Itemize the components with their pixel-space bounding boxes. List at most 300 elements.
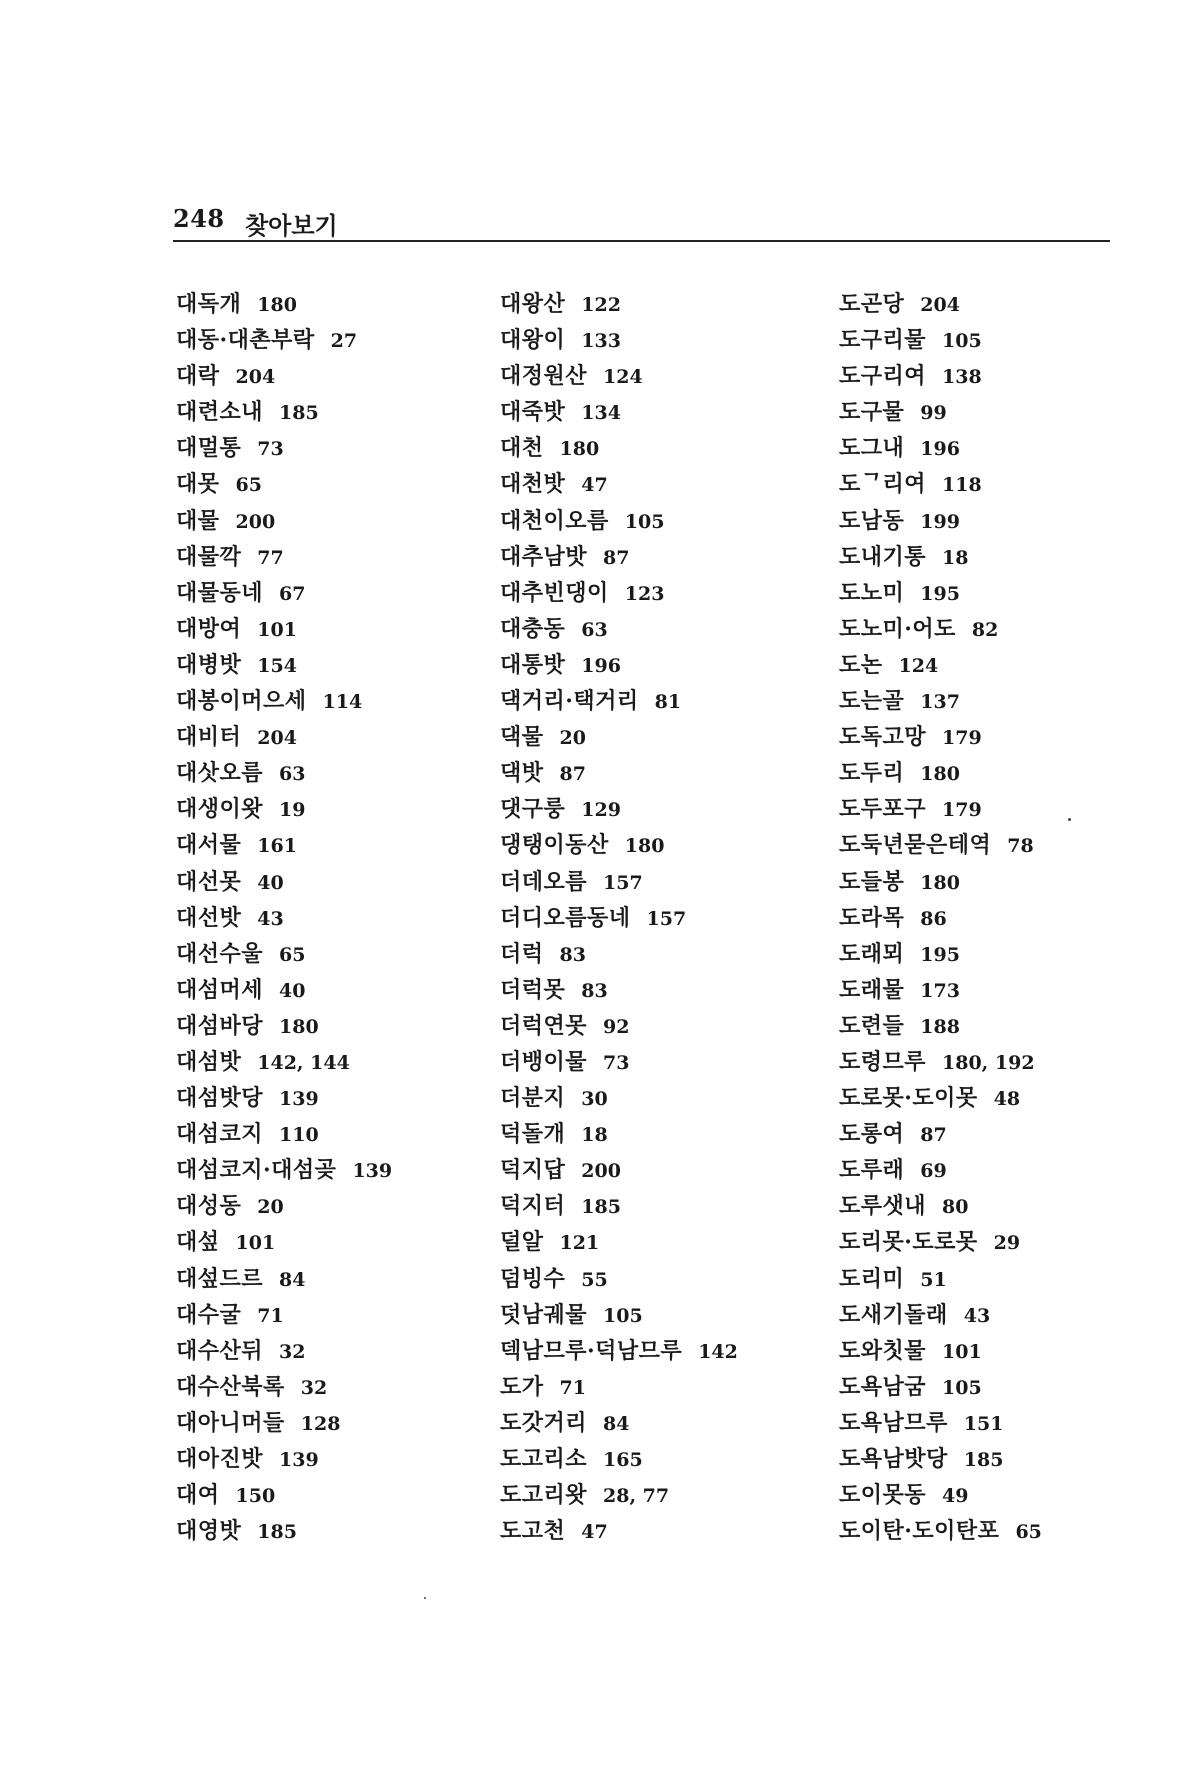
index-entry [839, 864, 1169, 900]
index-entry [839, 539, 1169, 575]
index-entry [176, 322, 506, 358]
index-entry [176, 972, 506, 1008]
index-entry [500, 1477, 830, 1513]
index-page-ref: 101 [257, 618, 297, 641]
index-page-ref: 83 [559, 943, 586, 966]
index-term: 도이못동 [839, 1482, 927, 1509]
index-term: 도련들 [839, 1012, 905, 1039]
index-term: 대선수울 [176, 940, 264, 967]
index-entry [500, 1152, 830, 1188]
index-term: 도노미·어도 [839, 615, 956, 642]
index-page-ref: 69 [920, 1160, 947, 1183]
index-page-ref: 65 [235, 474, 262, 497]
index-term: 대추빈댕이 [500, 579, 609, 606]
index-page-ref: 133 [581, 330, 621, 353]
index-term: 대봉이머으세 [176, 688, 307, 715]
index-page-ref: 134 [581, 402, 621, 425]
index-entry [500, 827, 830, 863]
index-page-ref: 73 [603, 1051, 630, 1074]
index-page-ref: 99 [920, 402, 947, 425]
index-page-ref: 122 [581, 294, 621, 316]
index-page-ref: 28, 77 [603, 1485, 670, 1508]
index-page-ref: 139 [279, 1449, 319, 1471]
index-entry [839, 611, 1169, 647]
index-page-ref: 55 [581, 1268, 608, 1291]
index-entry [176, 1441, 506, 1477]
index-page-ref: 86 [920, 907, 947, 930]
index-page-ref: 185 [963, 1449, 1004, 1471]
index-entry [500, 286, 830, 322]
index-entry [176, 936, 506, 972]
index-page-ref: 180 [257, 294, 297, 316]
index-term: 대죽밧 [500, 399, 566, 426]
index-term: 도래뫼 [839, 940, 905, 967]
index-page-ref: 101 [942, 1340, 982, 1363]
index-page-ref: 71 [257, 1304, 284, 1327]
index-term: 도그내 [839, 435, 905, 462]
page-number: 248 [173, 204, 225, 233]
index-entry [839, 394, 1169, 430]
index-entry [176, 1188, 506, 1224]
index-entry [176, 611, 506, 647]
index-entry [176, 1044, 506, 1080]
index-term: 대천이오름 [500, 507, 609, 534]
index-entry [839, 1405, 1169, 1441]
index-page-ref: 142 [698, 1340, 738, 1363]
index-page-ref: 83 [581, 979, 608, 1002]
index-term: 도새기돌래 [839, 1301, 948, 1328]
index-page-ref: 179 [942, 799, 982, 822]
index-term: 댁밧 [500, 760, 544, 787]
index-page-ref: 105 [942, 330, 982, 353]
index-page-ref: 29 [993, 1232, 1021, 1255]
index-term: 대통밧 [500, 651, 566, 678]
index-column-2 [500, 286, 830, 1549]
index-page-ref: 92 [603, 1015, 630, 1038]
index-entry [500, 900, 830, 936]
index-entry [176, 1224, 506, 1260]
index-term: 대물깍 [176, 543, 242, 570]
index-page-ref: 77 [257, 546, 284, 569]
index-page-ref: 51 [920, 1268, 947, 1291]
index-page-ref: 180 [920, 871, 960, 894]
index-page-ref: 180 [559, 438, 600, 461]
index-entry [176, 286, 506, 322]
index-entry [839, 647, 1169, 683]
index-term: 대여 [176, 1482, 220, 1509]
index-page-ref: 67 [279, 582, 306, 605]
index-term: 더뱅이물 [500, 1048, 588, 1075]
index-term: 댓구룽 [500, 796, 566, 823]
index-page-ref: 82 [971, 618, 999, 641]
index-term: 대아니머들 [176, 1409, 285, 1436]
index-term: 더럭못 [500, 976, 566, 1003]
index-entry [176, 900, 506, 936]
index-page-ref: 195 [920, 582, 960, 605]
index-entry [839, 1152, 1169, 1188]
index-entry [839, 1513, 1169, 1549]
index-term: 대영밧 [176, 1518, 242, 1545]
index-page-ref: 196 [581, 654, 621, 677]
index-term: 대섬코지·대섬곶 [176, 1157, 337, 1184]
index-entry [500, 575, 830, 611]
index-term: 댁물 [500, 724, 544, 751]
index-term: 덧남궤물 [500, 1301, 588, 1328]
index-term: 도구리여 [839, 363, 927, 390]
index-page-ref: 180 [920, 763, 960, 786]
index-term: 대독개 [176, 291, 242, 317]
index-entry [500, 1188, 830, 1224]
index-entry [500, 719, 830, 755]
index-page-ref: 43 [963, 1304, 991, 1327]
index-term: 도ᄀ리여 [839, 471, 927, 498]
index-term: 도가 [500, 1373, 544, 1400]
index-term: 대선못 [176, 868, 242, 895]
index-page-ref: 32 [279, 1340, 306, 1363]
index-term: 대비터 [176, 724, 242, 751]
index-entry [839, 1369, 1169, 1405]
index-page-ref: 87 [920, 1124, 947, 1147]
index-entry [839, 936, 1169, 972]
index-entry [176, 1369, 506, 1405]
index-entry [500, 755, 830, 791]
index-page-ref: 63 [279, 763, 306, 786]
index-page-ref: 161 [257, 835, 297, 858]
index-term: 대섬머세 [176, 976, 264, 1003]
index-entry [176, 647, 506, 683]
index-page-ref: 200 [581, 1160, 621, 1183]
index-column-1 [176, 286, 506, 1549]
index-term: 도이탄·도이탄포 [839, 1518, 1000, 1545]
index-page-ref: 20 [257, 1196, 284, 1219]
index-page-ref: 84 [279, 1268, 306, 1291]
index-page-ref: 87 [559, 763, 586, 786]
index-page-ref: 165 [603, 1449, 643, 1471]
index-page-ref: 121 [559, 1232, 600, 1255]
index-entry [500, 539, 830, 575]
print-speck [424, 1597, 426, 1599]
index-page-ref: 150 [235, 1485, 276, 1508]
index-term: 댁거리·택거리 [500, 688, 639, 715]
index-page-ref: 173 [920, 979, 960, 1002]
index-entry [500, 1008, 830, 1044]
index-entry [839, 900, 1169, 936]
index-entry [500, 647, 830, 683]
index-term: 도고천 [500, 1518, 566, 1545]
index-entry [500, 1441, 830, 1477]
index-term: 대생이왓 [176, 796, 264, 823]
index-entry [176, 1080, 506, 1116]
index-entry [839, 1477, 1169, 1513]
index-term: 대섶드르 [176, 1265, 264, 1292]
index-term: 대동·대촌부락 [176, 327, 315, 354]
index-term: 도남동 [839, 507, 905, 534]
index-page-ref: 48 [993, 1088, 1021, 1111]
index-page-ref: 105 [942, 1376, 982, 1399]
index-entry [839, 322, 1169, 358]
index-page-ref: 32 [300, 1376, 328, 1399]
index-term: 대성동 [176, 1193, 242, 1220]
index-term: 도루래 [839, 1157, 905, 1184]
index-page-ref: 114 [322, 691, 363, 714]
index-term: 도두포구 [839, 796, 927, 823]
index-term: 도령므루 [839, 1048, 927, 1075]
index-entry [839, 755, 1169, 791]
index-page-ref: 81 [654, 691, 682, 714]
index-page-ref: 19 [279, 799, 306, 822]
index-entry [176, 1333, 506, 1369]
index-page-ref: 142, 144 [257, 1051, 350, 1074]
index-term: 더럭연못 [500, 1012, 588, 1039]
index-term: 도고리소 [500, 1446, 588, 1472]
index-entry [500, 358, 830, 394]
index-entry [839, 719, 1169, 755]
index-term: 대수산북록 [176, 1373, 285, 1400]
index-entry [839, 430, 1169, 466]
index-page-ref: 84 [603, 1412, 630, 1435]
index-entry [176, 358, 506, 394]
index-page-ref: 204 [257, 727, 297, 750]
index-entry [176, 1513, 506, 1549]
index-page-ref: 73 [257, 438, 284, 461]
index-page-ref: 138 [942, 366, 982, 389]
index-entry [500, 683, 830, 719]
page-title: 찾아보기 [245, 211, 338, 240]
index-page-ref: 65 [279, 943, 306, 966]
index-page-ref: 40 [279, 979, 306, 1002]
index-entry [839, 1188, 1169, 1224]
index-page-ref: 65 [1015, 1521, 1042, 1544]
index-page-ref: 47 [581, 474, 608, 497]
index-entry [839, 683, 1169, 719]
index-page-ref: 47 [581, 1521, 608, 1544]
index-term: 도욕남굼 [839, 1373, 927, 1400]
index-term: 도욕남므루 [839, 1409, 948, 1436]
index-term: 도갓거리 [500, 1409, 588, 1436]
index-entry [500, 322, 830, 358]
index-term: 대천 [500, 435, 544, 462]
index-entry [176, 1405, 506, 1441]
index-page-ref: 139 [279, 1088, 319, 1111]
index-page-ref: 128 [300, 1412, 341, 1435]
index-term: 대섬코지 [176, 1121, 264, 1148]
index-term: 도독고망 [839, 724, 927, 751]
index-entry [500, 936, 830, 972]
index-entry [176, 755, 506, 791]
index-page-ref: 20 [559, 727, 586, 750]
index-term: 대섬밧 [176, 1048, 242, 1075]
index-term: 도래물 [839, 976, 905, 1003]
index-page-ref: 180 [624, 835, 665, 858]
index-page-ref: 157 [646, 907, 687, 930]
index-page-ref: 185 [581, 1196, 621, 1219]
running-header [173, 200, 1110, 242]
index-entry [839, 1261, 1169, 1297]
index-entry [839, 575, 1169, 611]
index-page-ref: 63 [581, 618, 608, 641]
index-page-ref: 30 [581, 1088, 608, 1111]
index-term: 덱남므루·덕남므루 [500, 1337, 683, 1364]
index-entry [839, 466, 1169, 502]
index-entry [500, 1405, 830, 1441]
index-page-ref: 124 [603, 366, 643, 389]
index-page-ref: 129 [581, 799, 621, 822]
index-entry [176, 1116, 506, 1152]
index-term: 덕돌개 [500, 1121, 566, 1148]
index-term: 도둑년묻은테역 [839, 832, 992, 859]
index-term: 도두리 [839, 760, 905, 787]
index-term: 대왕이 [500, 327, 566, 354]
index-entry [500, 972, 830, 1008]
index-page-ref: 40 [257, 871, 284, 894]
index-page-ref: 151 [963, 1412, 1004, 1435]
index-entry [839, 1333, 1169, 1369]
index-term: 더분지 [500, 1085, 566, 1112]
index-entry [839, 1044, 1169, 1080]
index-term: 도고리왓 [500, 1482, 588, 1509]
index-term: 대물동네 [176, 579, 264, 606]
index-entry [500, 1369, 830, 1405]
index-term: 도루샛내 [839, 1193, 927, 1220]
index-page-ref: 87 [603, 546, 630, 569]
index-entry [176, 1261, 506, 1297]
index-entry [839, 503, 1169, 539]
index-term: 대물 [176, 507, 220, 534]
index-term: 대왕산 [500, 291, 566, 317]
index-term: 대섬바당 [176, 1012, 264, 1039]
index-page-ref: 180 [279, 1015, 319, 1038]
index-entry [500, 1044, 830, 1080]
index-term: 대방여 [176, 615, 242, 642]
index-page-ref: 180, 192 [942, 1051, 1035, 1074]
index-term: 대충동 [500, 615, 566, 642]
index-term: 도구리물 [839, 327, 927, 354]
index-term: 대련소내 [176, 399, 264, 426]
index-term: 대섬밧당 [176, 1085, 264, 1112]
index-entry [839, 1116, 1169, 1152]
index-entry [839, 358, 1169, 394]
index-page-ref: 204 [235, 366, 276, 389]
index-page-ref: 195 [920, 943, 960, 966]
index-page-ref: 185 [279, 402, 319, 425]
index-page-ref: 124 [898, 654, 939, 677]
index-entry [839, 791, 1169, 827]
index-page-ref: 137 [920, 691, 960, 714]
index-page-ref: 188 [920, 1015, 960, 1038]
index-entry [839, 972, 1169, 1008]
index-term: 대수산뒤 [176, 1337, 264, 1364]
index-entry [500, 394, 830, 430]
index-entry [500, 503, 830, 539]
index-page-ref: 200 [235, 510, 276, 533]
index-entry [176, 539, 506, 575]
index-term: 도노미 [839, 579, 905, 606]
index-term: 대선밧 [176, 904, 242, 931]
index-term: 도들봉 [839, 868, 905, 895]
index-column-3 [839, 286, 1169, 1549]
index-term: 대락 [176, 363, 220, 390]
index-entry [500, 1297, 830, 1333]
index-page-ref: 18 [581, 1124, 608, 1147]
index-page-ref: 179 [942, 727, 982, 750]
index-term: 더데오름 [500, 868, 588, 895]
index-term: 대아진밧 [176, 1446, 264, 1472]
index-page-ref: 49 [942, 1485, 969, 1508]
index-term: 대서물 [176, 832, 242, 859]
index-term: 댕탱이동산 [500, 832, 609, 859]
index-term: 도라목 [839, 904, 905, 931]
index-entry [500, 1333, 830, 1369]
index-term: 덤빙수 [500, 1265, 566, 1292]
index-page-ref: 101 [235, 1232, 276, 1255]
index-entry [500, 1513, 830, 1549]
index-entry [176, 394, 506, 430]
index-entry [839, 286, 1169, 322]
index-term: 도리미 [839, 1265, 905, 1292]
index-entry [839, 1080, 1169, 1116]
index-entry [500, 1080, 830, 1116]
index-entry [176, 791, 506, 827]
index-entry [500, 1261, 830, 1297]
index-entry [839, 1224, 1169, 1260]
index-term: 대멀통 [176, 435, 242, 462]
index-term: 도논 [839, 651, 883, 678]
index-page-ref: 105 [624, 510, 665, 533]
index-term: 도리못·도로못 [839, 1229, 978, 1256]
index-page-ref: 80 [942, 1196, 969, 1219]
index-entry [176, 1477, 506, 1513]
index-term: 도롱여 [839, 1121, 905, 1148]
index-term: 도내기통 [839, 543, 927, 570]
index-term: 대병밧 [176, 651, 242, 678]
index-entry [176, 575, 506, 611]
index-entry [176, 683, 506, 719]
index-term: 도욕남밧당 [839, 1446, 948, 1472]
index-page-ref: 199 [920, 510, 960, 533]
index-entry [839, 827, 1169, 863]
index-term: 덜알 [500, 1229, 544, 1256]
index-term: 대수굴 [176, 1301, 242, 1328]
index-page-ref: 204 [920, 294, 960, 316]
index-term: 도곤당 [839, 291, 905, 317]
index-page-ref: 139 [352, 1160, 393, 1183]
index-term: 대천밧 [500, 471, 566, 498]
print-speck [1068, 818, 1071, 821]
index-entry [176, 466, 506, 502]
index-term: 대추남밧 [500, 543, 588, 570]
index-term: 덕지답 [500, 1157, 566, 1184]
index-page-ref: 110 [279, 1124, 319, 1147]
index-entry [500, 611, 830, 647]
index-page-ref: 185 [257, 1521, 297, 1544]
index-page-ref: 118 [942, 474, 982, 497]
index-term: 도는골 [839, 688, 905, 715]
index-page-ref: 43 [257, 907, 284, 930]
index-entry [176, 1008, 506, 1044]
index-entry [176, 430, 506, 466]
index-term: 더럭 [500, 940, 544, 967]
index-term: 도와칫물 [839, 1337, 927, 1364]
index-entry [176, 719, 506, 755]
index-page-ref: 18 [942, 546, 969, 569]
index-entry [500, 791, 830, 827]
index-entry [500, 1116, 830, 1152]
index-entry [176, 1297, 506, 1333]
index-entry [839, 1297, 1169, 1333]
index-entry [176, 503, 506, 539]
index-entry [500, 430, 830, 466]
index-page-ref: 105 [603, 1304, 643, 1327]
